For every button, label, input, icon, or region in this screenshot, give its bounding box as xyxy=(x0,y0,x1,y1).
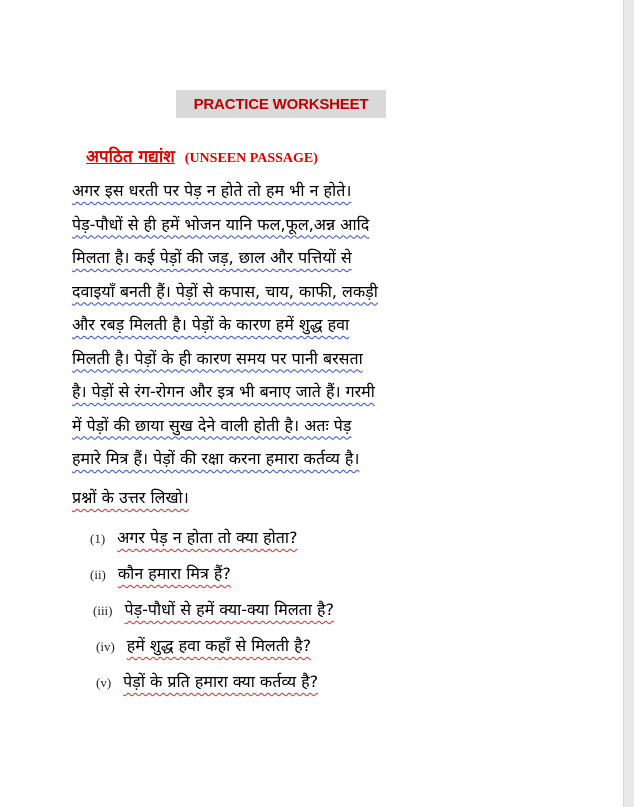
passage-line: और रबड़ मिलती है। पेड़ों के कारण हमें शुद्ध हवा xyxy=(72,315,350,334)
question-item xyxy=(90,526,298,548)
passage-line: अगर इस धरती पर पेड़ न होते तो हम भी न होते। xyxy=(72,181,352,200)
passage-line: दवाइयाँ बनती हैं। पेड़ों से कपास, चाय, काफी, लकड़ी xyxy=(72,281,378,301)
question-number: (ii) xyxy=(90,567,106,582)
question-text: अगर पेड़ न होता तो क्या होता? xyxy=(117,528,298,547)
page-edge xyxy=(623,0,634,807)
questions-heading: प्रश्नों के उत्तर लिखो। xyxy=(72,488,189,507)
question-number: (1) xyxy=(90,531,106,546)
passage-line: मिलती है। पेड़ों के ही कारण समय पर पानी बरसता xyxy=(72,348,363,368)
passage-line: हमारे मित्र हैं। पेड़ों की रक्षा करना हमारा कर्तव्य है। xyxy=(72,449,360,468)
passage-line: पेड़-पौधों से ही हमें भोजन यानि फल,फूल,अन्न आदि xyxy=(72,214,370,234)
question-item xyxy=(93,598,334,620)
heading-english: (UNSEEN PASSAGE) xyxy=(184,151,318,166)
question-item xyxy=(96,670,318,692)
passage xyxy=(72,174,592,476)
heading-hindi: अपठित गद्यांश xyxy=(86,147,175,167)
question-item xyxy=(96,634,311,656)
passage-heading xyxy=(86,144,318,167)
worksheet-title-box xyxy=(176,90,386,118)
question-text: पेड़-पौधों से हमें क्या-क्या मिलता है? xyxy=(124,600,335,619)
worksheet-title: PRACTICE WORKSHEET xyxy=(193,95,369,113)
question-item xyxy=(90,562,231,584)
question-text: हमें शुद्ध हवा कहाँ से मिलती है? xyxy=(126,636,312,655)
passage-line: है। पेड़ों से रंग-रोगन और इत्र भी बनाए जाते हैं। गरमी xyxy=(72,382,375,401)
question-number: (iii) xyxy=(93,603,113,618)
question-number: (v) xyxy=(96,675,112,690)
question-number: (iv) xyxy=(96,639,115,654)
passage-line: मिलता है। कई पेड़ों की जड़, छाल और पत्तियों से xyxy=(72,248,352,267)
question-text: कौन हमारा मित्र हैं? xyxy=(117,564,231,583)
question-text: पेड़ों के प्रति हमारा क्या कर्तव्य है? xyxy=(123,672,319,691)
passage-line: में पेड़ों की छाया सुख देने वाली होती है। अतः पेड़ xyxy=(72,415,352,435)
